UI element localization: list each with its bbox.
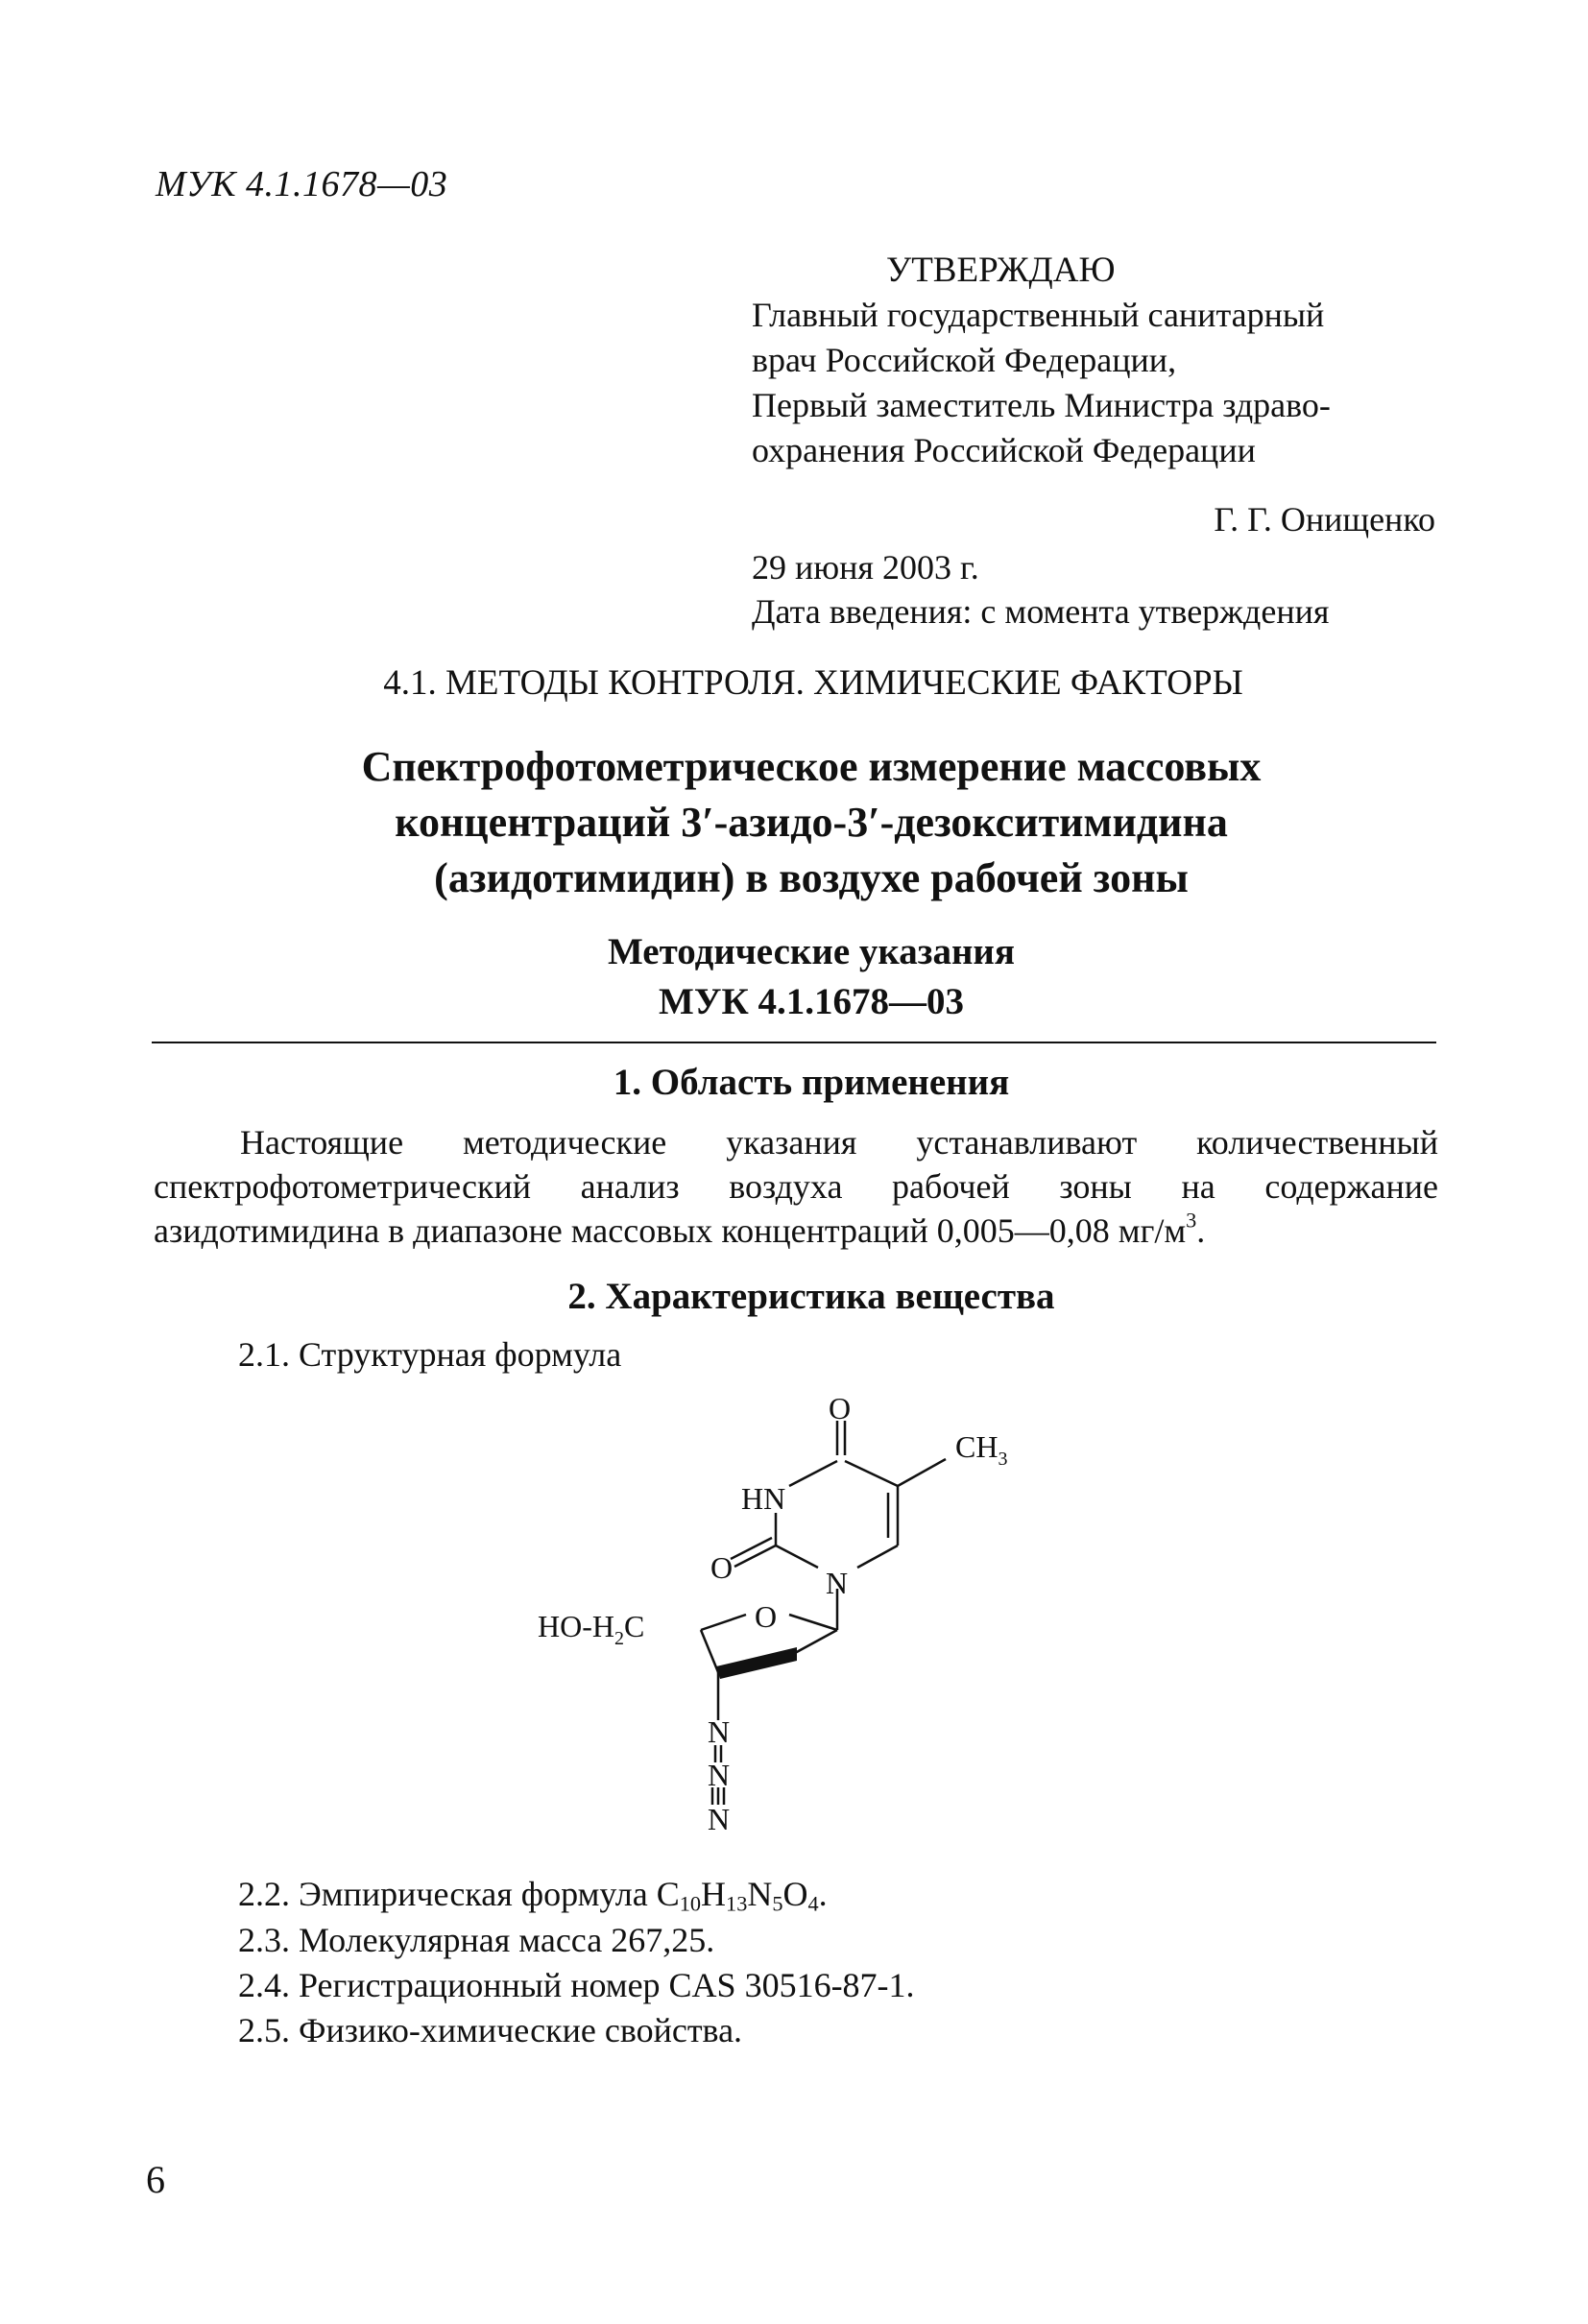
azide-n1-label: N <box>708 1714 731 1749</box>
methyl-sub: 3 <box>998 1449 1008 1470</box>
sugar-oxygen-label: O <box>755 1599 778 1634</box>
document-code: МУК 4.1.1678—03 <box>156 164 448 204</box>
document-subtitle <box>0 927 1588 1027</box>
ring-nitrogen-label: N <box>826 1566 849 1600</box>
page-number: 6 <box>146 2158 165 2201</box>
paragraph-line <box>154 1209 1438 1253</box>
approval-line: охранения Российской Федерации <box>752 431 1256 469</box>
approval-line: Первый заместитель Министра здраво- <box>752 386 1331 424</box>
section-caption: 4.1. МЕТОДЫ КОНТРОЛЯ. ХИМИЧЕСКИЕ ФАКТОРЫ <box>383 663 1243 703</box>
hydroxymethyl-label <box>538 1609 644 1649</box>
approval-date-block <box>752 545 1329 634</box>
approval-signer: Г. Г. Онищенко <box>1214 500 1435 539</box>
horizontal-rule <box>152 1042 1436 1043</box>
element-count: 13 <box>726 1891 748 1916</box>
oxygen-label: O <box>829 1391 852 1426</box>
title-line: (азидотимидин) в воздухе рабочей зоны <box>434 854 1189 901</box>
item-2-2-suffix: . <box>818 1875 828 1913</box>
item-2-4: 2.4. Регистрационный номер CAS 30516-87-1. <box>238 1966 915 2004</box>
element: C <box>656 1875 680 1913</box>
item-2-1: 2.1. Структурная формула <box>238 1335 622 1374</box>
title-line: Спектрофотометрическое измерение массовых <box>361 743 1262 790</box>
unit-superscript: 3 <box>1186 1208 1197 1233</box>
element: H <box>701 1875 727 1913</box>
subtitle-code: МУК 4.1.1678—03 <box>659 981 964 1022</box>
element-count: 5 <box>772 1891 783 1916</box>
oxygen-left-label: O <box>710 1550 734 1585</box>
empirical-formula <box>656 1875 819 1916</box>
approval-line: врач Российской Федерации, <box>752 341 1177 379</box>
azide-n3-label: N <box>708 1802 731 1836</box>
structural-formula <box>538 1382 1056 1862</box>
approval-block <box>752 248 1443 473</box>
section-1-heading: 1. Область применения <box>613 1062 1010 1103</box>
paragraph-end: . <box>1196 1211 1206 1250</box>
nh-label: HN <box>741 1481 786 1516</box>
ho-h: HO-H <box>538 1609 614 1643</box>
paragraph-text: азидотимидина в диапазоне массовых концентраций 0,005—0,08 мг/м <box>154 1211 1187 1250</box>
section-1-paragraph <box>154 1120 1438 1253</box>
element: N <box>747 1875 773 1913</box>
paragraph-line: спектрофотометрический анализ воздуха рабочей зоны на содержание <box>154 1167 1438 1206</box>
document-title <box>0 739 1588 906</box>
azide-n2-label: N <box>708 1758 731 1792</box>
element-count: 4 <box>807 1891 819 1916</box>
effective-date: Дата введения: с момента утверждения <box>752 592 1330 631</box>
section-2-heading: 2. Характеристика вещества <box>567 1276 1055 1317</box>
title-line: концентраций 3′-азидо-3′-дезокситимидина <box>395 799 1228 846</box>
item-2-3: 2.3. Молекулярная масса 267,25. <box>238 1921 715 1959</box>
item-2-2-prefix: 2.2. Эмпирическая формула <box>238 1875 657 1913</box>
approval-date: 29 июня 2003 г. <box>752 548 979 587</box>
approval-heading: УТВЕРЖДАЮ <box>886 251 1116 290</box>
methyl-ch: CH <box>955 1429 999 1464</box>
item-2-2 <box>238 1874 828 1917</box>
ho-sub: 2 <box>614 1628 624 1649</box>
paragraph-line: Настоящие методические указания устанавливают количественный <box>240 1123 1438 1162</box>
element: O <box>782 1875 808 1913</box>
approval-line: Главный государственный санитарный <box>752 296 1325 334</box>
ho-c: C <box>623 1609 645 1643</box>
methyl-label <box>955 1429 1007 1470</box>
subtitle-type: Методические указания <box>607 931 1015 972</box>
element-count: 10 <box>679 1891 702 1916</box>
item-2-5: 2.5. Физико-химические свойства. <box>238 2011 743 2049</box>
